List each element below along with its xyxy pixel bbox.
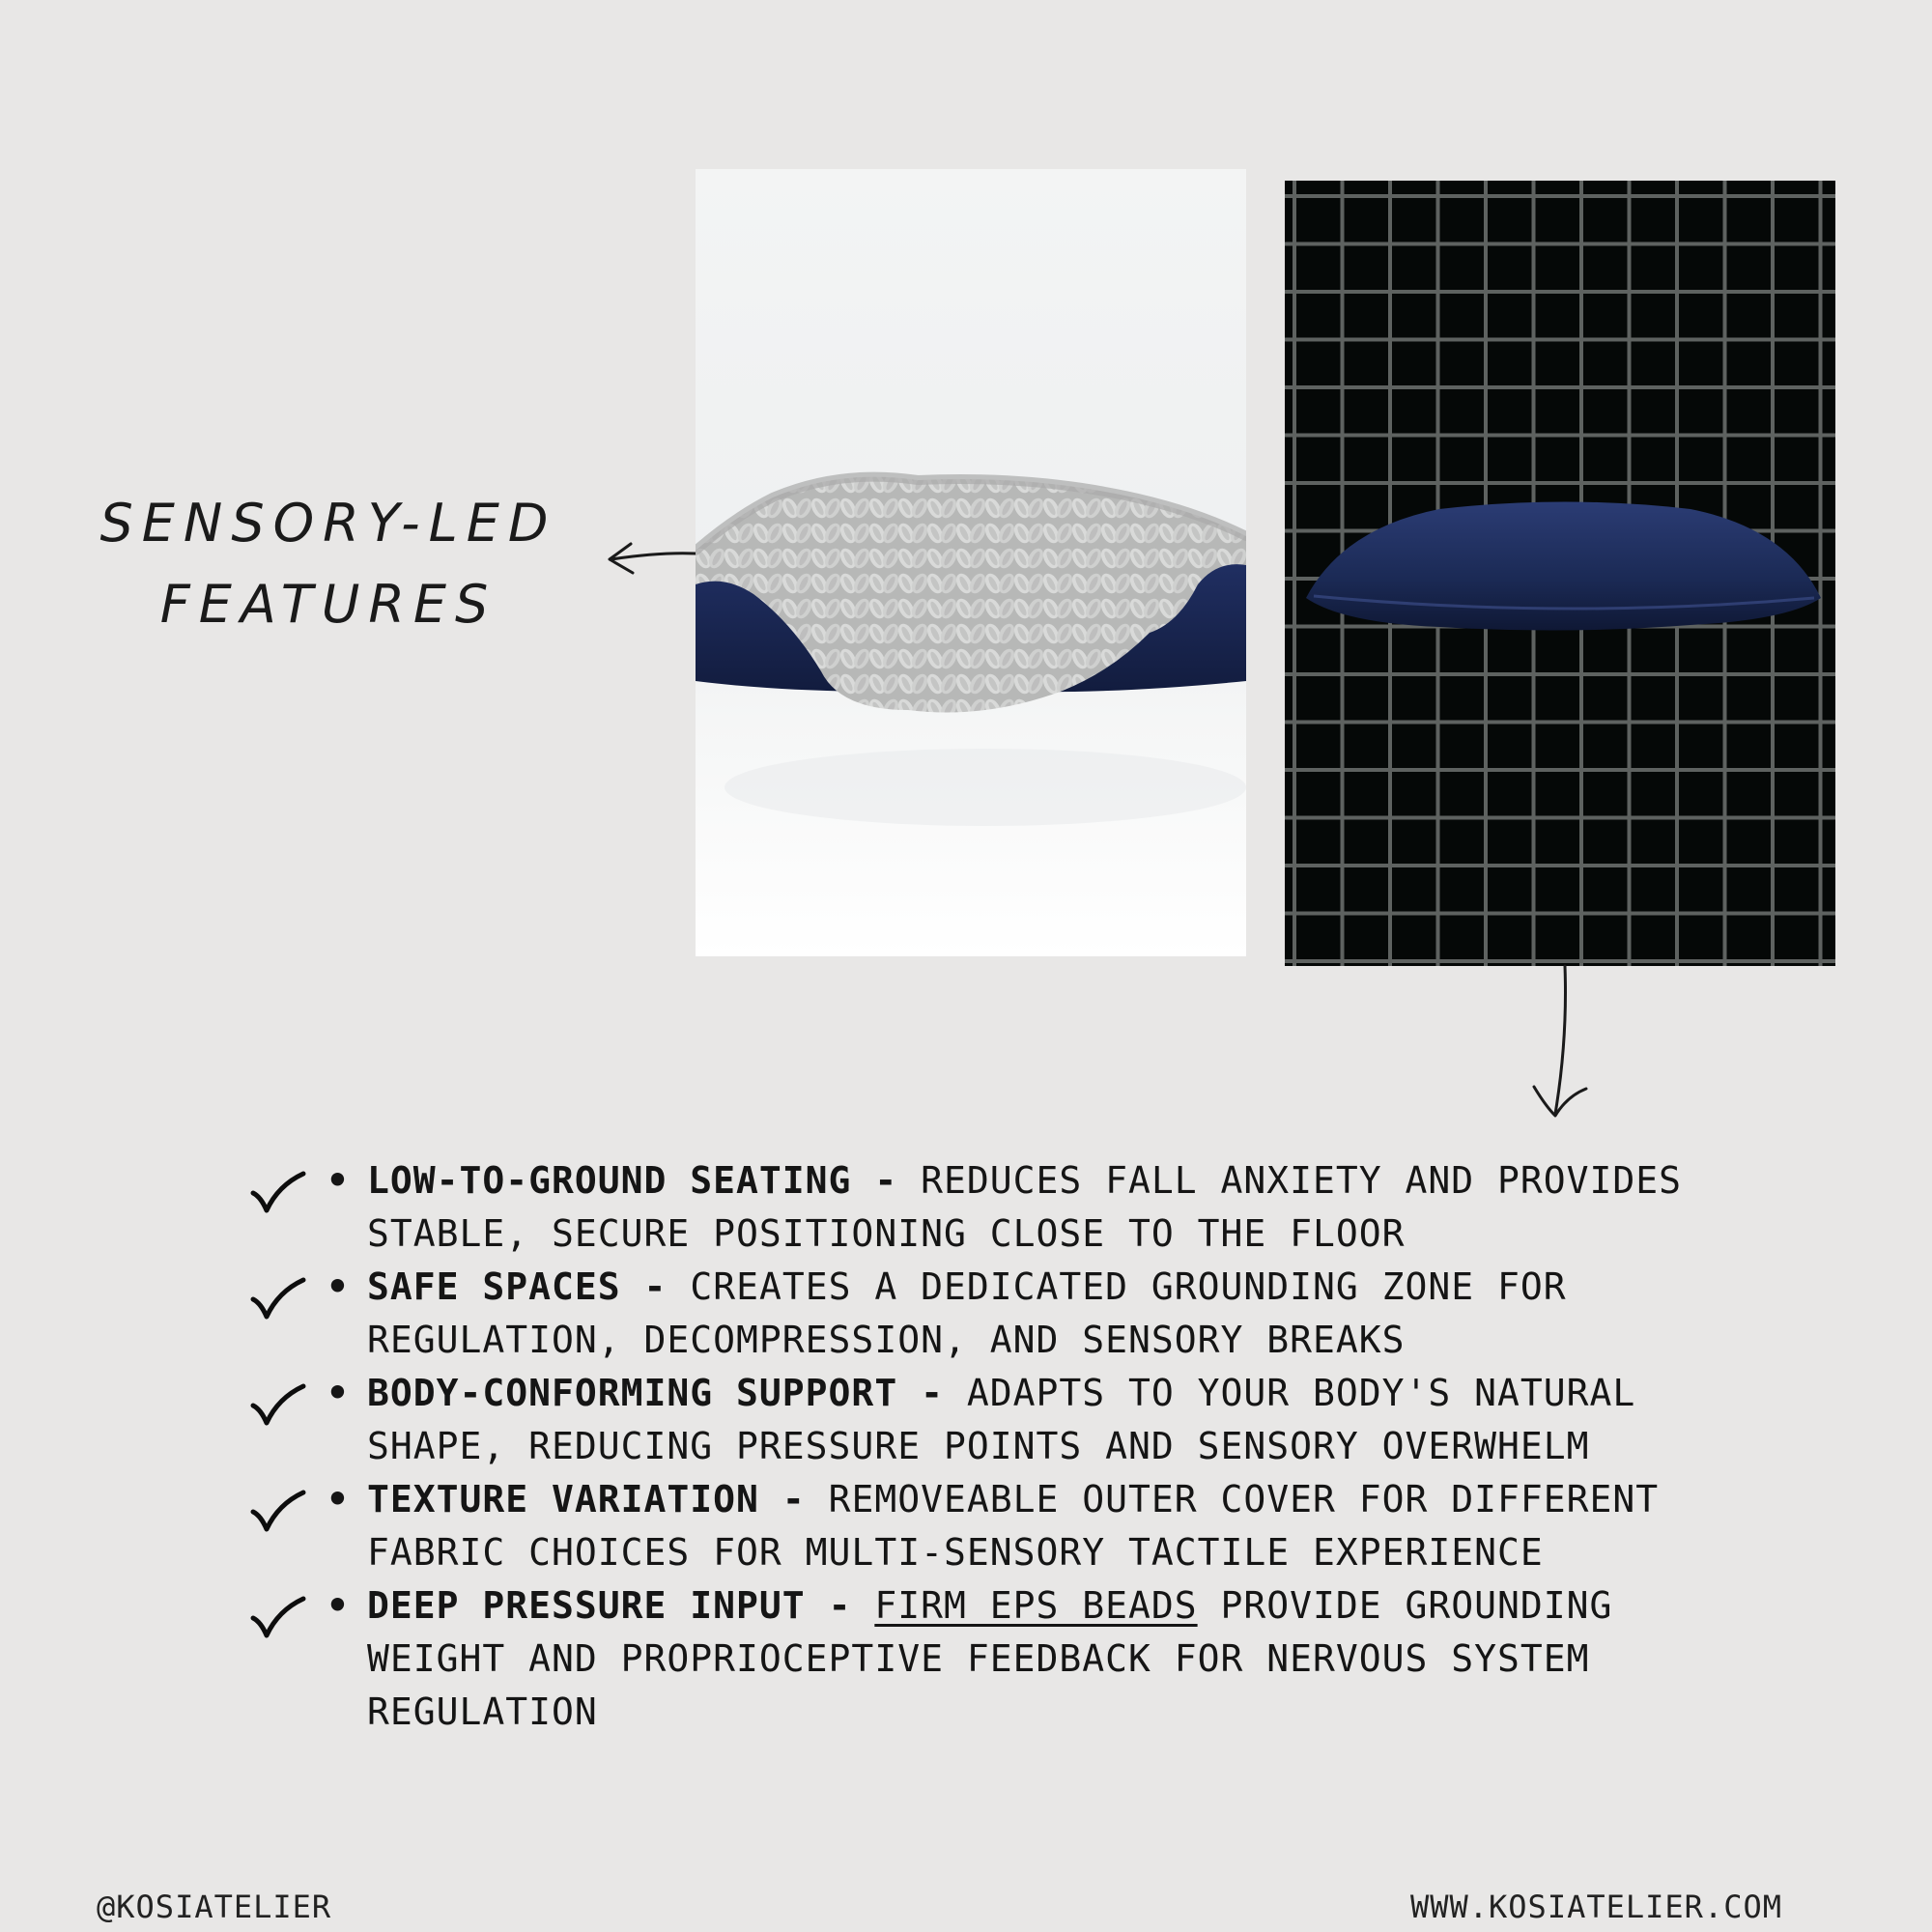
feature-text: ADAPTS TO YOUR BODY'S NATURAL SHAPE, REDUCING PRESSURE POINTS AND SENSORY OVERWHELM [367, 1372, 1636, 1467]
heading-line-1: SENSORY-LED [99, 493, 557, 554]
bullet: • [327, 1478, 350, 1520]
arrow-left-icon [604, 536, 700, 588]
feature-text: REMOVEABLE OUTER COVER FOR DIFFERENT FABRIC CHOICES FOR MULTI-SENSORY TACTILE EXPERIENCE [367, 1478, 1660, 1574]
cushion-grid-photo [1285, 181, 1835, 966]
bullet: • [327, 1372, 350, 1414]
checkmark-icon [249, 1380, 307, 1443]
bullet: • [327, 1159, 350, 1202]
knit-blanket-cushion-photo [696, 169, 1246, 956]
feature-text: REDUCES FALL ANXIETY AND PROVIDES STABLE, SECURE POSITIONING CLOSE TO THE FLOOR [367, 1159, 1683, 1255]
feature-separator: - [805, 1584, 875, 1627]
feature-title: DEEP PRESSURE INPUT [367, 1584, 806, 1627]
feature-item [242, 1367, 1748, 1473]
checkmark-icon [249, 1168, 307, 1231]
feature-separator: - [897, 1372, 967, 1414]
feature-text: CREATES A DEDICATED GROUNDING ZONE FOR REGULATION, DECOMPRESSION, AND SENSORY BREAKS [367, 1265, 1567, 1361]
feature-separator: - [758, 1478, 829, 1520]
feature-title: SAFE SPACES [367, 1265, 621, 1308]
bullet: • [327, 1265, 350, 1308]
arrow-down-icon [1517, 961, 1594, 1129]
checkmark-icon [249, 1487, 307, 1549]
feature-title: TEXTURE VARIATION [367, 1478, 759, 1520]
feature-list [242, 1154, 1748, 1739]
feature-item [242, 1261, 1748, 1367]
bullet: • [327, 1584, 350, 1627]
section-heading [58, 483, 599, 645]
feature-text: PROVIDE GROUNDING WEIGHT AND PROPRIOCEPTIVE FEEDBACK FOR NERVOUS SYSTEM REGULATION [367, 1584, 1613, 1733]
feature-item [242, 1473, 1748, 1579]
feature-item [242, 1579, 1748, 1739]
feature-separator: - [851, 1159, 922, 1202]
feature-item [242, 1154, 1748, 1261]
heading-line-2: FEATURES [159, 574, 497, 635]
social-handle: @KOSIATELIER [97, 1889, 332, 1925]
feature-title: BODY-CONFORMING SUPPORT [367, 1372, 898, 1414]
checkmark-icon [249, 1274, 307, 1337]
feature-underlined-text: FIRM EPS BEADS [874, 1584, 1198, 1627]
website-url: WWW.KOSIATELIER.COM [1409, 1889, 1782, 1925]
feature-title: LOW-TO-GROUND SEATING [367, 1159, 852, 1202]
feature-separator: - [620, 1265, 691, 1308]
checkmark-icon [249, 1593, 307, 1656]
